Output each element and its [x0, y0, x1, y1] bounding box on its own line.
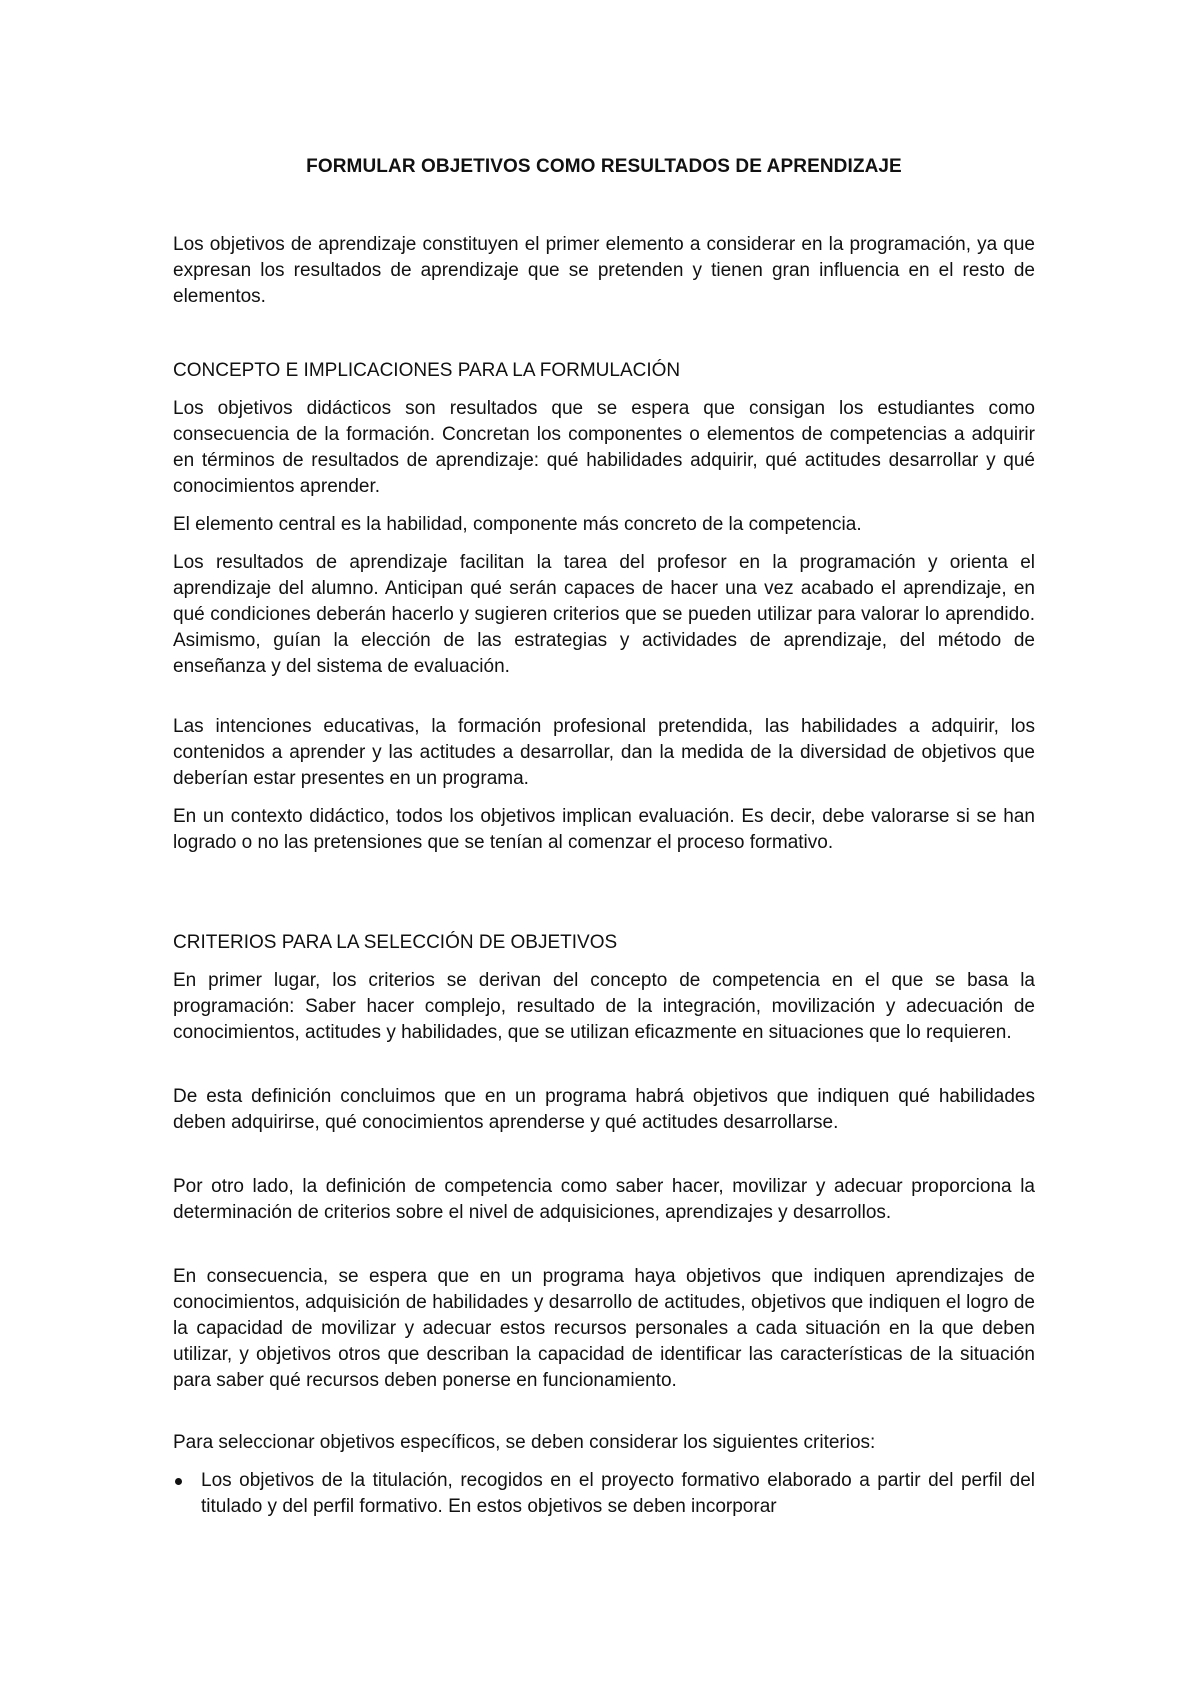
bullet-icon: [175, 1478, 182, 1485]
paragraph: Por otro lado, la definición de competencia como saber hacer, movilizar y adecuar proporciona la determinación de criterios sobre el nivel de adquisiciones, aprendizajes y desarrollos.: [173, 1176, 1035, 1223]
section-heading-criterios: CRITERIOS PARA LA SELECCIÓN DE OBJETIVOS: [173, 932, 618, 953]
criteria-list: [173, 1468, 1035, 1520]
paragraph: Los resultados de aprendizaje facilitan la tarea del profesor en la programación y orienta el aprendizaje del alumno. Anticipan qué serán capaces de hacer una vez acabado el aprendizaje, en qué condiciones deberán hacerlo y sugieren criterios que se pueden utilizar para valorar lo aprendido. Asimismo, guían la elección de las estrategias y actividades de aprendizaje, del método de enseñanza y del sistema de evaluación.: [173, 552, 1035, 677]
intro-paragraph: Los objetivos de aprendizaje constituyen el primer elemento a considerar en la programación, ya que expresan los resultados de aprendizaje que se pretenden y tienen gran influencia en el resto de elementos.: [173, 234, 1035, 307]
paragraph: El elemento central es la habilidad, componente más concreto de la competencia.: [173, 514, 862, 535]
paragraph: Para seleccionar objetivos específicos, se deben considerar los siguientes criterios:: [173, 1432, 876, 1453]
paragraph: En un contexto didáctico, todos los objetivos implican evaluación. Es decir, debe valorarse si se han logrado o no las pretensiones que se tenían al comenzar el proceso formativo.: [173, 806, 1035, 853]
paragraph: En consecuencia, se espera que en un programa haya objetivos que indiquen aprendizajes de conocimientos, adquisición de habilidades y desarrollo de actitudes, objetivos que indiquen el logro de la capacidad de movilizar y adecuar estos recursos personales a cada situación en la que deben utilizar, y objetivos otros que describan la capacidad de identificar las características de la situación para saber qué recursos deben ponerse en funcionamiento.: [173, 1266, 1035, 1391]
document-title: FORMULAR OBJETIVOS COMO RESULTADOS DE APRENDIZAJE: [306, 156, 902, 177]
paragraph: De esta definición concluimos que en un programa habrá objetivos que indiquen qué habilidades deben adquirirse, qué conocimientos aprenderse y qué actitudes desarrollarse.: [173, 1086, 1035, 1133]
paragraph: Las intenciones educativas, la formación profesional pretendida, las habilidades a adquirir, los contenidos a aprender y las actitudes a desarrollar, dan la medida de la diversidad de objetivos que deberían estar presentes en un programa.: [173, 716, 1035, 789]
paragraph: En primer lugar, los criterios se derivan del concepto de competencia en el que se basa la programación: Saber hacer complejo, resultado de la integración, movilización y adecuación de conocimientos, actitudes y habilidades, que se utilizan eficazmente en situaciones que lo requieren.: [173, 970, 1035, 1043]
list-item: [173, 1468, 1035, 1520]
section-heading-concepto: CONCEPTO E IMPLICACIONES PARA LA FORMULACIÓN: [173, 360, 681, 381]
paragraph: Los objetivos didácticos son resultados que se espera que consigan los estudiantes como consecuencia de la formación. Concretan los componentes o elementos de competencias a adquirir en términos de resultados de aprendizaje: qué habilidades adquirir, qué actitudes desarrollar y qué conocimientos aprender.: [173, 398, 1035, 497]
list-item-text: Los objetivos de la titulación, recogidos en el proyecto formativo elaborado a partir del perfil del titulado y del perfil formativo. En estos objetivos se deben incorporar: [201, 1470, 1035, 1517]
